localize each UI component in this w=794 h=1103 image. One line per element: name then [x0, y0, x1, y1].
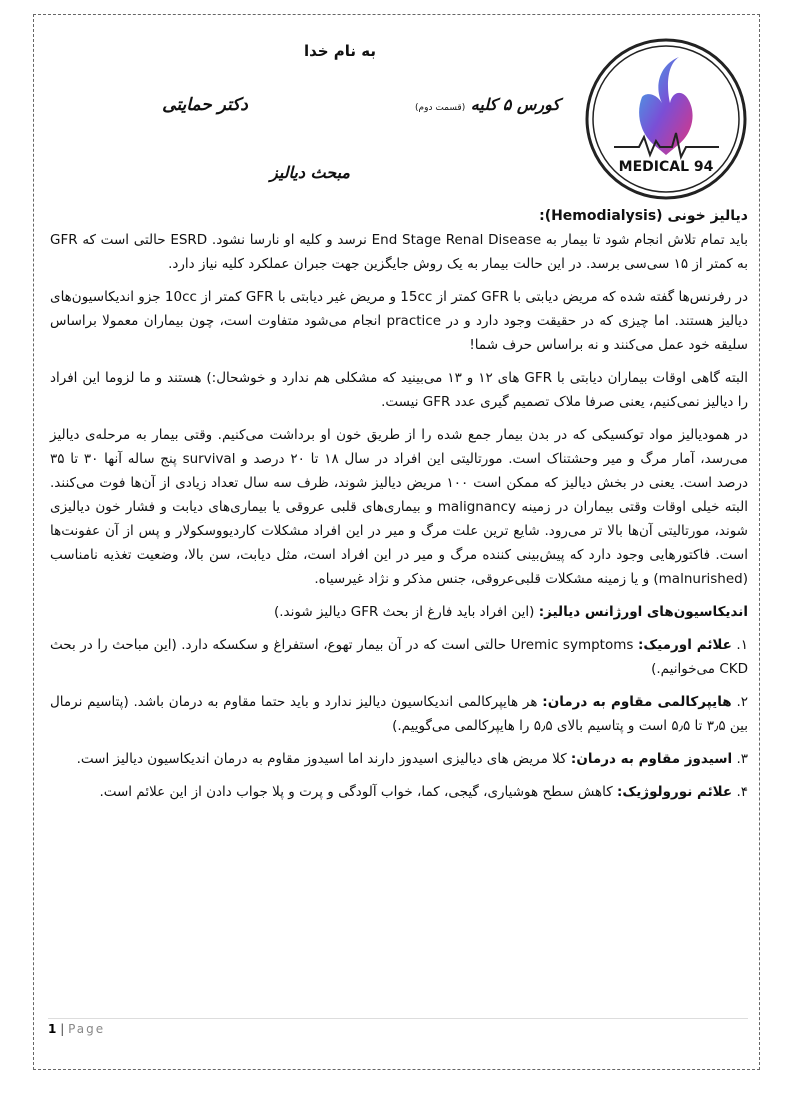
page-label: Page: [68, 1022, 106, 1036]
indication-item: [50, 633, 748, 681]
emergency-indications-title: اندیکاسیون‌های اورژانس دیالیز:: [538, 604, 748, 620]
indication-number: ۲.: [736, 694, 749, 710]
indication-text: کلا مریض های دیالیزی اسیدوز دارند اما اسیدوز مقاوم به درمان اندیکاسیون دیالیز است.: [76, 751, 567, 767]
hemodialysis-heading: دیالیز خونی (Hemodialysis):: [539, 208, 748, 224]
paragraph-mortality: در همودیالیز مواد توکسیکی که در بدن بیمار جمع شده را از طریق خون او برداشت می‌کنیم. وقتی بیمار به مرحله‌ی دیالیز می‌رسد، آمار مرگ و میر وحشتناک است. مورتالیتی این افراد در سال ۱۸ تا ۲۰ درصد و survival پنج ساله آنها ۳۰ تا ۳۵ درصد است. یعنی در بخش دیالیز که ممکن است ۱۰۰ مریض دیالیز شوند، ظرف سه سال تعداد زیادی از آن‌ها فوت می‌کنند. البته خیلی اوقات وقتی بیماران در زمینه malignancy و بیماری‌های قلبی عروقی یا بیماری‌های دیابت و فشار خون دیالیزی شوند، مورتالیتی آن‌ها بالا تر می‌رود. شایع ترین علت مرگ و میر در این افراد مشکلات کاردیووسکولار و پس از آن عفونت‌ها است. فاکتورهایی وجود دارد که پیش‌بینی کننده مرگ و میر در این افراد است، مثل دیابت، سن بالا، وضعیت تغذیه نامناسب (malnurished) و یا زمینه مشکلات قلبی‌عروقی، جنس مذکر و نژاد غیرسیاه.: [50, 427, 749, 587]
course-name: کورس ۵ کلیه: [470, 95, 560, 114]
paragraph-references: در رفرنس‌ها گفته شده که مریض دیابتی با GFR کمتر از 15cc و مریض غیر دیابتی با GFR کمتر از 10cc جزو اندیکاسیون‌های دیالیز هستند. اما چیزی که در حقیقت وجود دارد و در practice انجام می‌شود متفاوت است، چون بیماران معمولا براساس سلیقه خود عمل می‌کنند و نه براساس حرف شما!: [50, 289, 748, 353]
page-number: 1: [48, 1022, 57, 1036]
medical-94-logo: [584, 37, 748, 201]
main-content: [50, 204, 748, 813]
basmala-heading: به نام خدا: [303, 42, 377, 60]
indication-title: هایپرکالمی مقاوم به درمان:: [542, 694, 732, 710]
emergency-indications-note: (این افراد باید فارغ از بحث GFR دیالیز شوند.): [273, 604, 535, 620]
indication-title: علائم نورولوژیک:: [617, 784, 733, 800]
indication-number: ۴.: [736, 784, 748, 800]
indication-text: کاهش سطح هوشیاری، گیجی، کما، خواب آلودگی و پرت و پلا جواب دادن از این علائم است.: [99, 784, 613, 800]
indication-title: اسیدوز مقاوم به درمان:: [570, 751, 733, 767]
paragraph-diabetic-gfr: البته گاهی اوقات بیماران دیابتی با GFR های ۱۲ و ۱۳ می‌بینید که مشکلی هم ندارد و خوشحال:) هستند و ما لزوما این افراد را دیالیز نمی‌کنیم، یعنی صرفا ملاک تصمیم گیری عدد GFR نیست.: [50, 370, 748, 410]
indication-number: ۱.: [736, 637, 748, 653]
indication-item: [50, 747, 748, 771]
indication-item: [50, 690, 748, 738]
paragraph-esrd: باید تمام تلاش انجام شود تا بیمار به End Stage Renal Disease نرسد و کلیه او نارسا نشود. ESRD حالتی است که GFR به کمتر از ۱۵ سی‌سی برسد. در این حالت بیمار به یک روش جایگزین جهت جبران عملکرد کلیه نیاز دارد.: [50, 232, 749, 272]
course-part: (قسمت دوم): [415, 103, 466, 113]
footer-separator: |: [60, 1022, 65, 1036]
indication-title: علائم اورمیک:: [637, 637, 732, 653]
indication-number: ۳.: [736, 751, 748, 767]
emergency-indications-heading: [50, 600, 748, 624]
page-footer: [48, 1022, 105, 1036]
doctor-name: دکتر حمایتی: [162, 95, 248, 115]
logo-text: MEDICAL 94: [618, 159, 714, 175]
indication-text: Uremic symptoms حالتی است که در آن بیمار تهوع، استفراغ و سکسکه دارد. (این مباحث را در بحث CKD می‌خوانیم.): [50, 637, 748, 677]
indication-item: [50, 780, 748, 804]
footer-divider: [48, 1018, 748, 1019]
topic-title: مبحث دیالیز: [270, 163, 350, 182]
indication-text: هر هایپرکالمی اندیکاسیون دیالیز ندارد و باید حتما مقاوم به درمان باشد. (پتاسیم نرمال بین ۳٫۵ تا ۵٫۵ است و پتاسیم بالای ۵٫۵ را هایپرکالمی می‌گوییم.): [50, 694, 748, 734]
course-title: [388, 95, 560, 114]
